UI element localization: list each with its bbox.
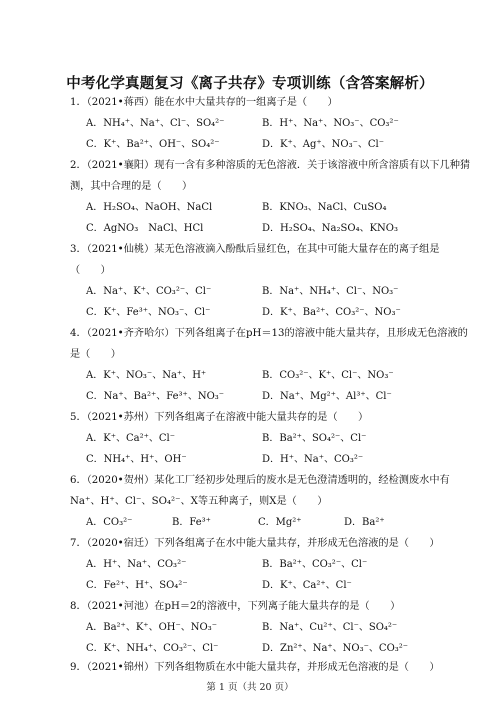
question-4-option-b: B．CO₃²⁻、K⁺、Cl⁻、NO₃⁻ [262, 370, 394, 381]
question-3-option-d: D．K⁺、Ba²⁺、CO₃²⁻、NO₃⁻ [262, 307, 401, 318]
question-5-option-d: D．H⁺、Na⁺、CO₃²⁻ [262, 454, 364, 465]
question-5-option-b: B．Ba²⁺、SO₄²⁻、Cl⁻ [262, 433, 367, 444]
question-4-stem-line-1: 4．（2021•齐齐哈尔）下列各组离子在pH＝13的溶液中能大量共存，且形成无色溶液的 [70, 328, 468, 339]
question-5-option-c: C．NH₄⁺、H⁺、OH⁻ [86, 454, 187, 465]
question-4-option-a: A．K⁺、NO₃⁻、Na⁺、H⁺ [86, 370, 207, 381]
question-6-option-a: A．CO₃²⁻ [86, 517, 133, 528]
question-4-option-d: D．Na⁺、Mg²⁺、Al³⁺、Cl⁻ [262, 391, 392, 402]
question-7-stem: 7．（2020•宿迁）下列各组离子在水中能大量共存，并形成无色溶液的是（ ） [70, 538, 440, 549]
question-8-option-d: D．Zn²⁺、Na⁺、NO₃⁻、CO₃²⁻ [262, 643, 409, 654]
question-4-stem-line-2: 是（ ） [70, 349, 121, 360]
question-2-option-a: A．H₂SO₄、NaOH、NaCl [86, 202, 213, 213]
question-2-stem-line-1: 2．（2021•襄阳）现有一含有多种溶质的无色溶液．关于该溶液中所含溶质有以下几种猜 [70, 160, 471, 171]
question-3-option-a: A．Na⁺、K⁺、CO₃²⁻、Cl⁻ [86, 286, 212, 297]
question-8-stem: 8．（2021•河池）在pH＝2的溶液中，下列离子能大量共存的是（ ） [70, 601, 401, 612]
question-2-stem-line-2: 测，其中合理的是（ ） [70, 181, 193, 192]
question-6-option-c: C．Mg²⁺ [258, 517, 302, 528]
question-6-option-b: B．Fe³⁺ [172, 517, 211, 528]
question-1-stem: 1．（2021•蒋西）能在水中大量共存的一组离子是（ ） [70, 97, 338, 108]
question-1-option-a: A．NH₄⁺、Na⁺、Cl⁻、SO₄²⁻ [86, 118, 225, 129]
question-6-stem-line-1: 6．（2020•贺州）某化工厂经初步处理后的废水是无色澄清透明的，经检测废水中有 [70, 475, 450, 486]
question-9-stem: 9．（2021•锦州）下列各组物质在水中能大量共存，并形成无色溶液的是（ ） [70, 662, 440, 673]
question-3-stem-line-1: 3．（2021•仙桃）某无色溶液滴入酚酞后显红色，在其中可能大量存在的离子组是 [70, 244, 440, 255]
question-7-option-b: B．Ba²⁺、CO₃²⁻、Cl⁻ [262, 559, 368, 570]
question-5-option-a: A．K⁺、Ca²⁺、Cl⁻ [86, 433, 175, 444]
question-7-option-d: D．K⁺、Ca²⁺、Cl⁻ [262, 580, 352, 591]
question-4-option-c: C．Na⁺、Ba²⁺、Fe³⁺、NO₃⁻ [86, 391, 225, 402]
question-2-option-b: B．KNO₃、NaCl、CuSO₄ [262, 202, 387, 213]
question-6-stem-line-2: Na⁺、H⁺、Cl⁻、SO₄²⁻、X等五种离子，则X是（ ） [70, 496, 328, 507]
question-8-option-b: B．Na⁺、Cu²⁺、Cl⁻、SO₄²⁻ [262, 622, 398, 633]
question-1-option-b: B．H⁺、Na⁺、NO₃⁻、CO₃²⁻ [262, 118, 399, 129]
question-2-option-d: D．H₂SO₄、Na₂SO₄、KNO₃ [262, 223, 399, 234]
question-8-option-c: C．K⁺、NH₄⁺、CO₃²⁻、Cl⁻ [86, 643, 219, 654]
question-2-option-c: C．AgNO₃ NaCl、HCl [86, 223, 204, 234]
question-1-option-c: C．K⁺、Ba²⁺、OH⁻、SO₄²⁻ [86, 139, 220, 150]
question-3-stem-line-2: （ ） [70, 265, 111, 276]
page-title: 中考化学真题复习《离子共存》专项训练（含答案解析） [66, 76, 434, 92]
question-1-option-d: D．K⁺、Ag⁺、NO₃⁻、Cl⁻ [262, 139, 385, 150]
question-3-option-b: B．Na⁺、NH₄⁺、Cl⁻、NO₃⁻ [262, 286, 399, 297]
question-7-option-a: A．H⁺、Na⁺、CO₃²⁻ [86, 559, 187, 570]
question-5-stem: 5．（2021•苏州）下列各组离子在溶液中能大量共存的是（ ） [70, 412, 369, 423]
question-8-option-a: A．Ba²⁺、K⁺、OH⁻、NO₃⁻ [86, 622, 218, 633]
question-7-option-c: C．Fe²⁺、H⁺、SO₄²⁻ [86, 580, 188, 591]
question-3-option-c: C．K⁺、Fe³⁺、NO₃⁻、Cl⁻ [86, 307, 211, 318]
question-6-option-d: D．Ba²⁺ [344, 517, 385, 528]
page-footer: 第 1 页（共 20 页） [206, 682, 294, 693]
